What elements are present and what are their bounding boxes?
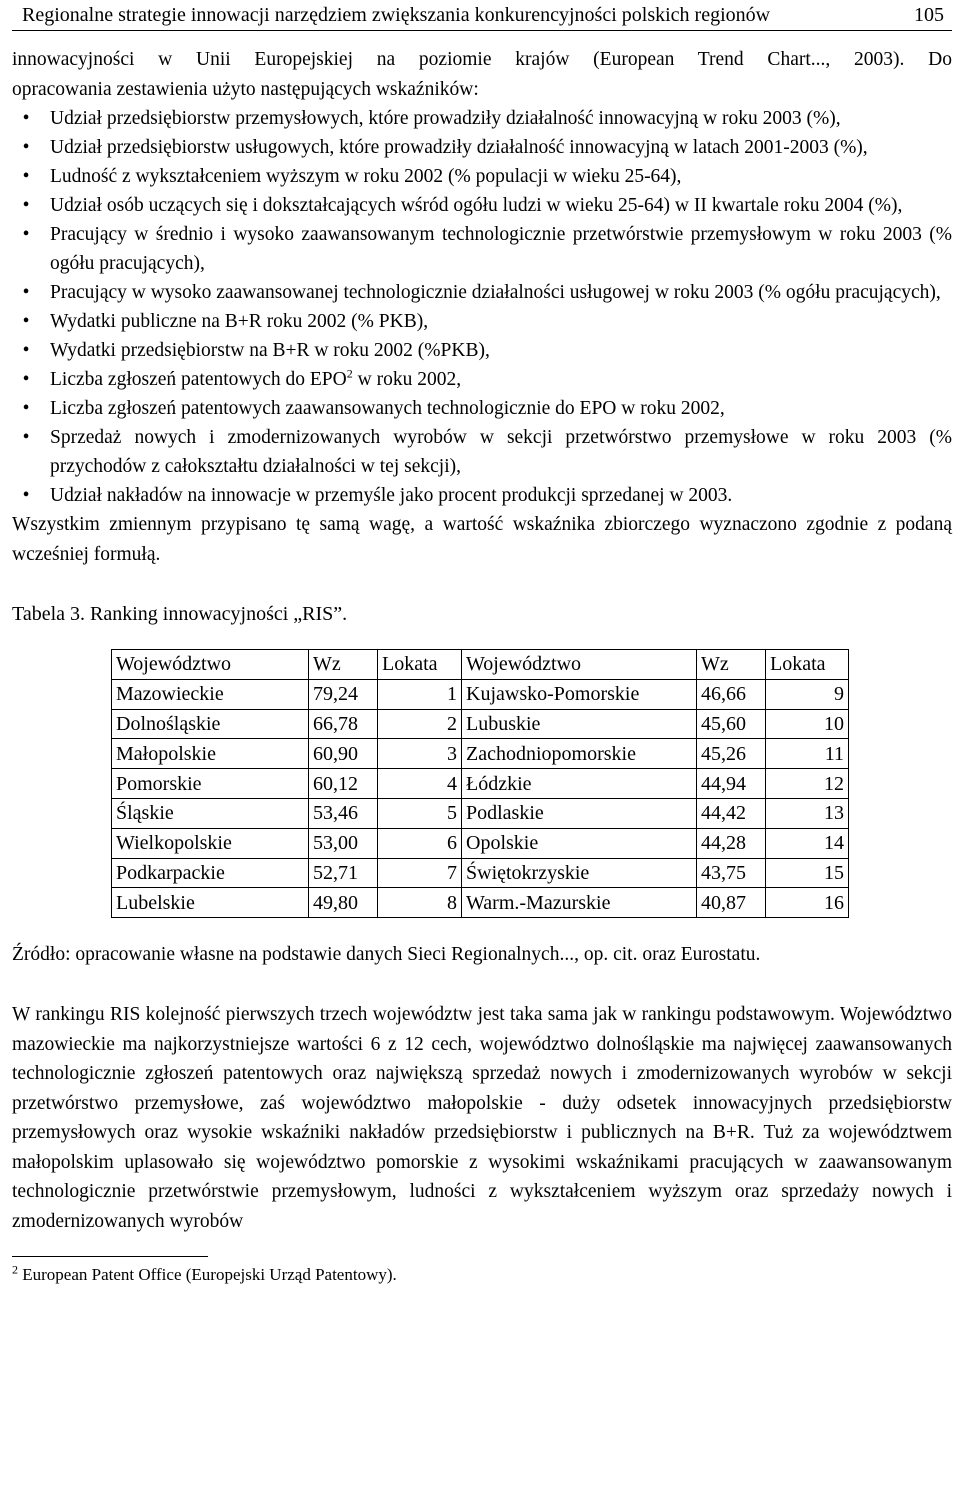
table-cell: Świętokrzyskie bbox=[462, 858, 697, 888]
table-cell: Mazowieckie bbox=[112, 679, 309, 709]
table-cell: 40,87 bbox=[697, 888, 766, 918]
table-row bbox=[112, 858, 849, 888]
list-item: • Wydatki publiczne na B+R roku 2002 (% PKB), bbox=[12, 307, 952, 336]
list-item: • Liczba zgłoszeń patentowych do EPO$^2$ w roku 2002, bbox=[12, 365, 952, 394]
table-cell: 46,66 bbox=[697, 679, 766, 709]
list-item: • Pracujący w średnio i wysoko zaawansowanym technologicznie przetwórstwie przemysłowym w roku 2003 (% ogółu pracujących), bbox=[12, 220, 952, 278]
table-row bbox=[112, 769, 849, 799]
table-cell: Lubuskie bbox=[462, 709, 697, 739]
list-item: • Ludność z wykształceniem wyższym w roku 2002 (% populacji w wieku 25-64), bbox=[12, 162, 952, 191]
list-item: • Wydatki przedsiębiorstw na B+R w roku 2002 (%PKB), bbox=[12, 336, 952, 365]
table-cell: Łódzkie bbox=[462, 769, 697, 799]
bullet-icon: • bbox=[22, 108, 30, 129]
table-cell: Lubelskie bbox=[112, 888, 309, 918]
table-cell: 9 bbox=[766, 679, 849, 709]
table-cell: 43,75 bbox=[697, 858, 766, 888]
bullet-icon: • bbox=[22, 398, 30, 419]
table-cell: 2 bbox=[378, 709, 462, 739]
column-header: Województwo bbox=[112, 650, 309, 680]
intro-line-1: innowacyjności w Unii Europejskiej na poziomie krajów (European Trend Chart..., 2003). Do bbox=[12, 49, 952, 70]
bullet-icon: • bbox=[22, 369, 30, 390]
table-cell: 4 bbox=[378, 769, 462, 799]
table-cell: Wielkopolskie bbox=[112, 828, 309, 858]
list-item: • Sprzedaż nowych i zmodernizowanych wyrobów w sekcji przetwórstwo przemysłowe w roku 2003 (% przychodów z całokształtu działalności w tej sekcji), bbox=[12, 423, 952, 481]
table-row bbox=[112, 798, 849, 828]
table-cell: 52,71 bbox=[309, 858, 378, 888]
intro-line-2: opracowania zestawienia użyto następujących wskaźników: bbox=[12, 78, 479, 100]
table-cell: 44,28 bbox=[697, 828, 766, 858]
table-cell: 66,78 bbox=[309, 709, 378, 739]
ranking-table bbox=[111, 649, 849, 918]
table-caption: Tabela 3. Ranking innowacyjności „RIS”. bbox=[12, 603, 348, 625]
running-header bbox=[12, 0, 952, 31]
table-cell: 15 bbox=[766, 858, 849, 888]
footnote-ref: 2 bbox=[346, 366, 353, 381]
table-cell: 10 bbox=[766, 709, 849, 739]
table-row bbox=[112, 828, 849, 858]
table-row bbox=[112, 679, 849, 709]
table-row bbox=[112, 709, 849, 739]
table-cell: 60,90 bbox=[309, 739, 378, 769]
table-cell: 79,24 bbox=[309, 679, 378, 709]
bullet-icon: • bbox=[22, 427, 30, 448]
table-cell: Opolskie bbox=[462, 828, 697, 858]
table-cell: 13 bbox=[766, 798, 849, 828]
table-cell: 12 bbox=[766, 769, 849, 799]
table-cell: Podkarpackie bbox=[112, 858, 309, 888]
table-cell: 53,46 bbox=[309, 798, 378, 828]
table-cell: 49,80 bbox=[309, 888, 378, 918]
table-cell: 6 bbox=[378, 828, 462, 858]
source-note: Źródło: opracowanie własne na podstawie danych Sieci Regionalnych..., op. cit. oraz Eurostatu. bbox=[12, 944, 761, 966]
table-cell: Małopolskie bbox=[112, 739, 309, 769]
table-header-row bbox=[112, 650, 849, 680]
table-cell: 14 bbox=[766, 828, 849, 858]
table-cell: Zachodniopomorskie bbox=[462, 739, 697, 769]
table-cell: 1 bbox=[378, 679, 462, 709]
column-header: Wz bbox=[309, 650, 378, 680]
table-cell: Dolnośląskie bbox=[112, 709, 309, 739]
table-cell: Warm.-Mazurskie bbox=[462, 888, 697, 918]
table-cell: Kujawsko-Pomorskie bbox=[462, 679, 697, 709]
bullet-icon: • bbox=[22, 166, 30, 187]
page-number: 105 bbox=[914, 4, 944, 26]
list-item: • Liczba zgłoszeń patentowych zaawansowanych technologicznie do EPO w roku 2002, bbox=[12, 394, 952, 423]
table-cell: 45,26 bbox=[697, 739, 766, 769]
list-item: • Udział nakładów na innowacje w przemyśle jako procent produkcji sprzedanej w 2003. bbox=[12, 481, 952, 510]
footnote-separator bbox=[12, 1256, 208, 1257]
closing-paragraph: W rankingu RIS kolejność pierwszych trzech województw jest taka sama jak w rankingu podstawowym. Województwo mazowieckie ma najkorzystniejsze wartości 6 z 12 cech, województwo dolnośląskie ma najwięcej zaawansowanych technologicznie zgłoszeń patentowych oraz największą sprzedaż nowych i zmodernizowanych wyrobów w sekcji przetwórstwo przemysłowe, zaś województwo małopolskie - duży odsetek innowacyjnych przedsiębiorstw przemysłowych oraz wysokie wskaźniki nakładów przedsiębiorstw i publicznych na B+R. Tuż za województwem małopolskim uplasowało się województwo pomorskie z wysokimi wskaźnikami pracujących w zaawansowanym technologicznie przetwórstwie przemysłowym, ludności z wykształceniem wyższym oraz sprzedaży nowych i zmodernizowanych wyrobów bbox=[12, 1004, 952, 1232]
footnote bbox=[12, 1263, 952, 1287]
document-page bbox=[12, 0, 952, 1287]
table-cell: Śląskie bbox=[112, 798, 309, 828]
column-header: Województwo bbox=[462, 650, 697, 680]
bullet-icon: • bbox=[22, 485, 30, 506]
table-cell: 53,00 bbox=[309, 828, 378, 858]
bullet-icon: • bbox=[22, 282, 30, 303]
table-cell: 7 bbox=[378, 858, 462, 888]
column-header: Lokata bbox=[378, 650, 462, 680]
list-item: • Pracujący w wysoko zaawansowanej technologicznie działalności usługowej w roku 2003 (% ogółu pracujących), bbox=[12, 278, 952, 307]
table-cell: 45,60 bbox=[697, 709, 766, 739]
table-cell: 8 bbox=[378, 888, 462, 918]
list-item: • Udział przedsiębiorstw przemysłowych, które prowadziły działalność innowacyjną w roku 2003 (%), bbox=[12, 104, 952, 133]
bullet-icon: • bbox=[22, 195, 30, 216]
column-header: Lokata bbox=[766, 650, 849, 680]
bullet-icon: • bbox=[22, 137, 30, 158]
bullet-icon: • bbox=[22, 340, 30, 361]
intro-paragraph bbox=[12, 45, 952, 104]
list-item: • Udział przedsiębiorstw usługowych, które prowadziły działalność innowacyjną w latach 2001-2003 (%), bbox=[12, 133, 952, 162]
table-cell: 60,12 bbox=[309, 769, 378, 799]
table-cell: 44,94 bbox=[697, 769, 766, 799]
list-item: • Udział osób uczących się i dokształcających wśród ogółu ludzi w wieku 25-64) w II kwartale roku 2004 (%), bbox=[12, 191, 952, 220]
table-cell: 44,42 bbox=[697, 798, 766, 828]
indicator-list bbox=[12, 104, 952, 510]
table-cell: 3 bbox=[378, 739, 462, 769]
table-cell: 16 bbox=[766, 888, 849, 918]
weights-paragraph: Wszystkim zmiennym przypisano tę samą wagę, a wartość wskaźnika zbiorczego wyznaczono zgodnie z podaną wcześniej formułą. bbox=[12, 514, 952, 565]
bullet-icon: • bbox=[22, 224, 30, 245]
table-cell: 11 bbox=[766, 739, 849, 769]
table-row bbox=[112, 739, 849, 769]
table-row bbox=[112, 888, 849, 918]
bullet-icon: • bbox=[22, 311, 30, 332]
header-title: Regionalne strategie innowacji narzędziem zwiększania konkurencyjności polskich regionów bbox=[22, 4, 771, 26]
footnote-text: European Patent Office (Europejski Urząd Patentowy). bbox=[18, 1265, 397, 1285]
column-header: Wz bbox=[697, 650, 766, 680]
footnote-marker: 2 bbox=[12, 1262, 18, 1277]
table-cell: Podlaskie bbox=[462, 798, 697, 828]
table-cell: 5 bbox=[378, 798, 462, 828]
table-cell: Pomorskie bbox=[112, 769, 309, 799]
